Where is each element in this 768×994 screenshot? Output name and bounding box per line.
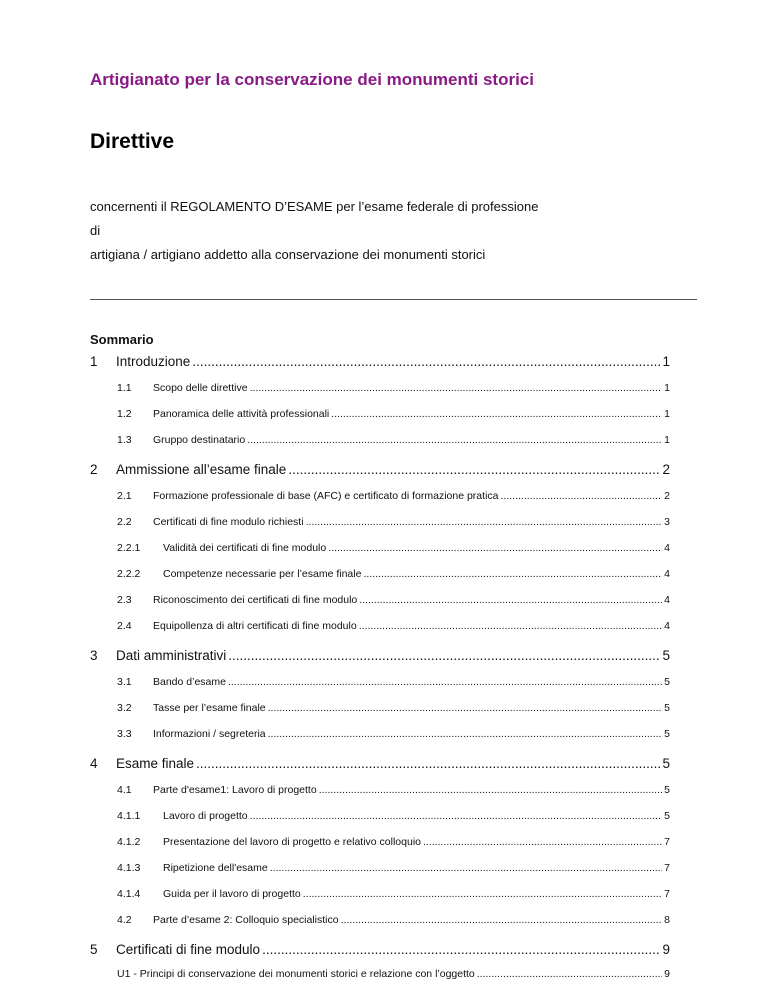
toc-dot-leader xyxy=(247,434,662,446)
document-title: Direttive xyxy=(90,130,175,153)
toc-dot-leader xyxy=(477,968,662,980)
toc-dot-leader xyxy=(359,620,662,632)
toc-entry-title: Dati amministrativi xyxy=(116,648,227,663)
toc-entry[interactable] xyxy=(117,382,670,394)
toc-entry-page: 2 xyxy=(664,490,670,502)
toc-dot-leader xyxy=(250,382,663,394)
toc-entry-title: Riconoscimento dei certificati di fine modulo xyxy=(153,594,358,606)
intro-line: di xyxy=(90,223,101,238)
toc-entry-number: 2.2.1 xyxy=(117,542,141,554)
toc-entry[interactable] xyxy=(117,784,670,796)
document-subject: Artigianato per la conservazione dei monumenti storici xyxy=(90,70,534,89)
toc-entry-number: 4.1 xyxy=(117,784,132,796)
toc-entry-number: 3.2 xyxy=(117,702,132,714)
toc-entry-number: 2.1 xyxy=(117,490,132,502)
toc-entry-page: 4 xyxy=(664,594,670,606)
toc-entry-title: Ammissione all’esame finale xyxy=(116,462,287,477)
toc-entry-number: 4.1.2 xyxy=(117,836,141,848)
toc-entry-page: 5 xyxy=(662,648,670,663)
toc-dot-leader xyxy=(196,756,660,771)
toc-dot-leader xyxy=(306,516,663,528)
toc-entry[interactable] xyxy=(117,968,670,980)
toc-entry-page: 5 xyxy=(664,728,670,740)
toc-entry-title: Introduzione xyxy=(116,354,191,369)
toc-entry-number: 5 xyxy=(90,942,98,957)
toc-entry-page: 7 xyxy=(664,862,670,874)
toc-dot-leader xyxy=(228,648,660,663)
toc-entry-number: 1.3 xyxy=(117,434,132,446)
toc-entry-number: 2 xyxy=(90,462,98,477)
toc-dot-leader xyxy=(359,594,662,606)
toc-entry-number: 2.4 xyxy=(117,620,132,632)
toc-entry[interactable] xyxy=(117,516,670,528)
toc-entry-number: 4.1.1 xyxy=(117,810,141,822)
toc-entry-number: 3.3 xyxy=(117,728,132,740)
toc-entry-page: 8 xyxy=(664,914,670,926)
toc-entry-title: Esame finale xyxy=(116,756,195,771)
toc-entry-title: Ripetizione dell'esame xyxy=(163,862,268,874)
toc-entry-page: 5 xyxy=(664,784,670,796)
toc-dot-leader xyxy=(423,836,662,848)
toc-entry[interactable] xyxy=(117,862,670,874)
toc-entry-page: 7 xyxy=(664,836,670,848)
toc-entry-page: 7 xyxy=(664,888,670,900)
toc-heading: Sommario xyxy=(90,332,154,347)
toc-entry[interactable] xyxy=(90,354,670,369)
intro-text xyxy=(90,195,690,267)
toc-entry-page: 9 xyxy=(662,942,670,957)
toc-entry-page: 1 xyxy=(664,408,670,420)
toc-entry[interactable] xyxy=(90,648,670,663)
toc-entry[interactable] xyxy=(117,620,670,632)
toc-entry-title: Gruppo destinatario xyxy=(153,434,246,446)
toc-entry-page: 4 xyxy=(664,542,670,554)
toc-entry-number: 4.2 xyxy=(117,914,132,926)
toc-entry-page: 1 xyxy=(662,354,670,369)
toc-entry[interactable] xyxy=(117,702,670,714)
toc-dot-leader xyxy=(268,728,663,740)
toc-entry-title: Panoramica delle attività professionali xyxy=(153,408,330,420)
toc-entry-title: Parte d’esame 2: Colloquio specialistico xyxy=(153,914,339,926)
toc-entry-number: 2.3 xyxy=(117,594,132,606)
toc-entry[interactable] xyxy=(117,542,670,554)
toc-entry-title: Certificati di fine modulo xyxy=(116,942,261,957)
toc-entry-title: Formazione professionale di base (AFC) e certificato di formazione pratica xyxy=(153,490,499,502)
toc-entry[interactable] xyxy=(117,836,670,848)
toc-dot-leader xyxy=(319,784,662,796)
toc-entry[interactable] xyxy=(90,756,670,771)
toc-entry-title: U1 - Principi di conservazione dei monumenti storici e relazione con l’oggetto xyxy=(117,968,475,980)
toc-entry-page: 9 xyxy=(664,968,670,980)
toc-dot-leader xyxy=(262,942,660,957)
toc-dot-leader xyxy=(501,490,663,502)
toc-entry[interactable] xyxy=(90,462,670,477)
toc-entry-title: Scopo delle direttive xyxy=(153,382,248,394)
toc-entry-page: 1 xyxy=(664,434,670,446)
toc-entry-page: 4 xyxy=(664,620,670,632)
toc-dot-leader xyxy=(341,914,663,926)
toc-entry-page: 5 xyxy=(664,810,670,822)
toc-entry-number: 1 xyxy=(90,354,98,369)
toc-entry[interactable] xyxy=(117,888,670,900)
toc-entry-title: Tasse per l’esame finale xyxy=(153,702,266,714)
toc-dot-leader xyxy=(303,888,662,900)
toc-entry-title: Certificati di fine modulo richiesti xyxy=(153,516,304,528)
toc-entry-title: Parte d'esame1: Lavoro di progetto xyxy=(153,784,317,796)
toc-dot-leader xyxy=(250,810,663,822)
toc-dot-leader xyxy=(363,568,662,580)
toc-entry[interactable] xyxy=(117,914,670,926)
toc-entry[interactable] xyxy=(117,728,670,740)
toc-entry-page: 5 xyxy=(664,702,670,714)
toc-dot-leader xyxy=(192,354,660,369)
toc-dot-leader xyxy=(328,542,662,554)
toc-entry-number: 3 xyxy=(90,648,98,663)
toc-entry-title: Competenze necessarie per l’esame finale xyxy=(163,568,362,580)
toc-entry-title: Equipollenza di altri certificati di fine modulo xyxy=(153,620,357,632)
toc-dot-leader xyxy=(288,462,660,477)
toc-entry-title: Validità dei certificati di fine modulo xyxy=(163,542,327,554)
toc-entry[interactable] xyxy=(117,810,670,822)
toc-entry-title: Bando d’esame xyxy=(153,676,226,688)
toc-entry[interactable] xyxy=(117,568,670,580)
toc-entry-number: 1.2 xyxy=(117,408,132,420)
toc-entry[interactable] xyxy=(117,676,670,688)
toc-entry-number: 1.1 xyxy=(117,382,132,394)
toc-entry-page: 1 xyxy=(664,382,670,394)
toc-entry-title: Lavoro di progetto xyxy=(163,810,248,822)
toc-entry-title: Guida per il lavoro di progetto xyxy=(163,888,301,900)
toc-dot-leader xyxy=(331,408,662,420)
intro-line: concernenti il REGOLAMENTO D’ESAME per l’esame federale di professione xyxy=(90,199,539,214)
intro-line: artigiana / artigiano addetto alla conservazione dei monumenti storici xyxy=(90,247,486,262)
toc-entry-number: 2.2 xyxy=(117,516,132,528)
toc-entry-page: 2 xyxy=(662,462,670,477)
toc-entry[interactable] xyxy=(90,942,670,957)
toc-entry-number: 2.2.2 xyxy=(117,568,141,580)
toc-entry-number: 4.1.4 xyxy=(117,888,141,900)
toc-entry[interactable] xyxy=(117,490,670,502)
toc-entry-page: 5 xyxy=(664,676,670,688)
toc-entry-page: 5 xyxy=(662,756,670,771)
toc-dot-leader xyxy=(268,702,663,714)
toc-entry[interactable] xyxy=(117,594,670,606)
toc-entry-number: 4.1.3 xyxy=(117,862,141,874)
toc-dot-leader xyxy=(228,676,662,688)
toc-entry-page: 4 xyxy=(664,568,670,580)
toc-entry[interactable] xyxy=(117,408,670,420)
toc-entry-title: Presentazione del lavoro di progetto e relativo colloquio xyxy=(163,836,421,848)
toc-entry[interactable] xyxy=(117,434,670,446)
toc-entry-page: 3 xyxy=(664,516,670,528)
toc-entry-title: Informazioni / segreteria xyxy=(153,728,266,740)
toc-entry-number: 4 xyxy=(90,756,98,771)
horizontal-divider xyxy=(90,299,697,300)
toc-entry-number: 3.1 xyxy=(117,676,132,688)
toc-dot-leader xyxy=(270,862,662,874)
